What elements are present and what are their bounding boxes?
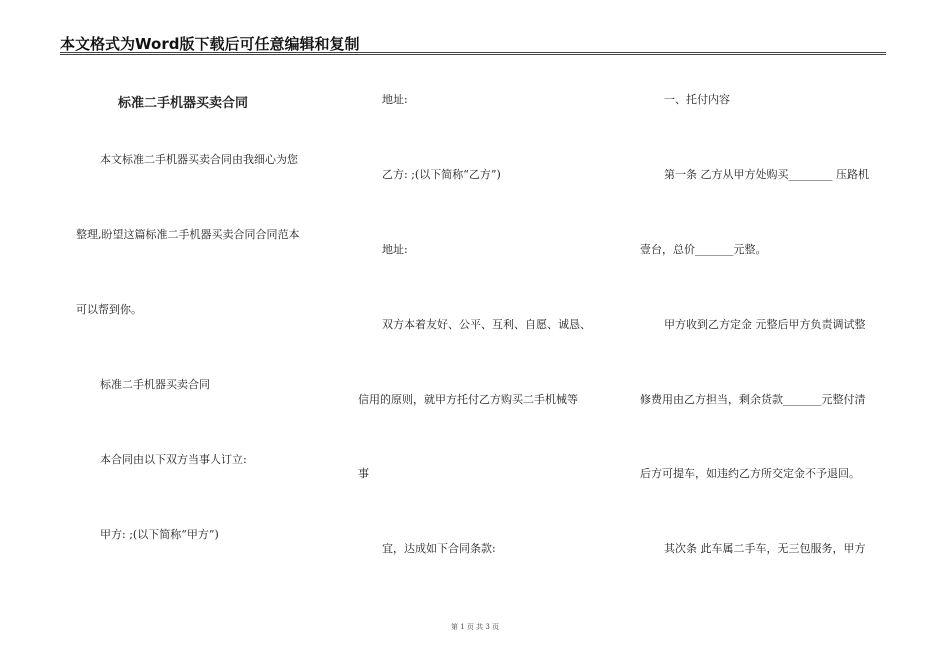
text-line: 可以帮到你。 xyxy=(76,303,142,316)
text-line: 修费用由乙方担当，剩余货款_______元整付清 xyxy=(640,393,866,406)
text-line: 双方本着友好、公平、互利、自愿、诚恳、 xyxy=(382,318,591,331)
text-line: 宜，达成如下合同条款: xyxy=(382,542,496,555)
header-divider xyxy=(60,52,886,55)
text-line: 乙方: ;(以下简称“乙方”) xyxy=(382,168,501,181)
text-line: 地址: xyxy=(382,93,408,106)
page-number: 第 1 页 共 3 页 xyxy=(450,623,500,631)
header-title: 本文格式为Word版下载后可任意编辑和复制 xyxy=(60,35,360,53)
text-line: 本合同由以下双方当事人订立: xyxy=(100,453,247,466)
text-line: 标准二手机器买卖合同 xyxy=(100,378,210,391)
text-line: 信用的原则，就甲方托付乙方购买二手机械等 xyxy=(358,393,578,406)
text-line: 甲方: ;(以下简称“甲方”) xyxy=(100,528,219,541)
text-line: 甲方收到乙方定金 元整后甲方负责调试整 xyxy=(664,318,866,331)
text-line: 第一条 乙方从甲方处购买________ 压路机 xyxy=(664,168,869,181)
text-line: 一、托付内容 xyxy=(664,93,730,106)
text-line: 后方可提车，如违约乙方所交定金不予退回。 xyxy=(640,467,860,480)
text-line: 整理,盼望这篇标准二手机器买卖合同合同范本 xyxy=(76,228,300,241)
text-line: 事 xyxy=(358,467,369,480)
text-line: 本文标准二手机器买卖合同由我细心为您 xyxy=(100,153,298,166)
text-line: 壹台，总价_______元整。 xyxy=(640,243,767,256)
text-line: 地址: xyxy=(382,243,408,256)
text-line: 其次条 此车属二手车，无三包服务，甲方 xyxy=(664,542,866,555)
document-title: 标准二手机器买卖合同 xyxy=(118,96,249,111)
